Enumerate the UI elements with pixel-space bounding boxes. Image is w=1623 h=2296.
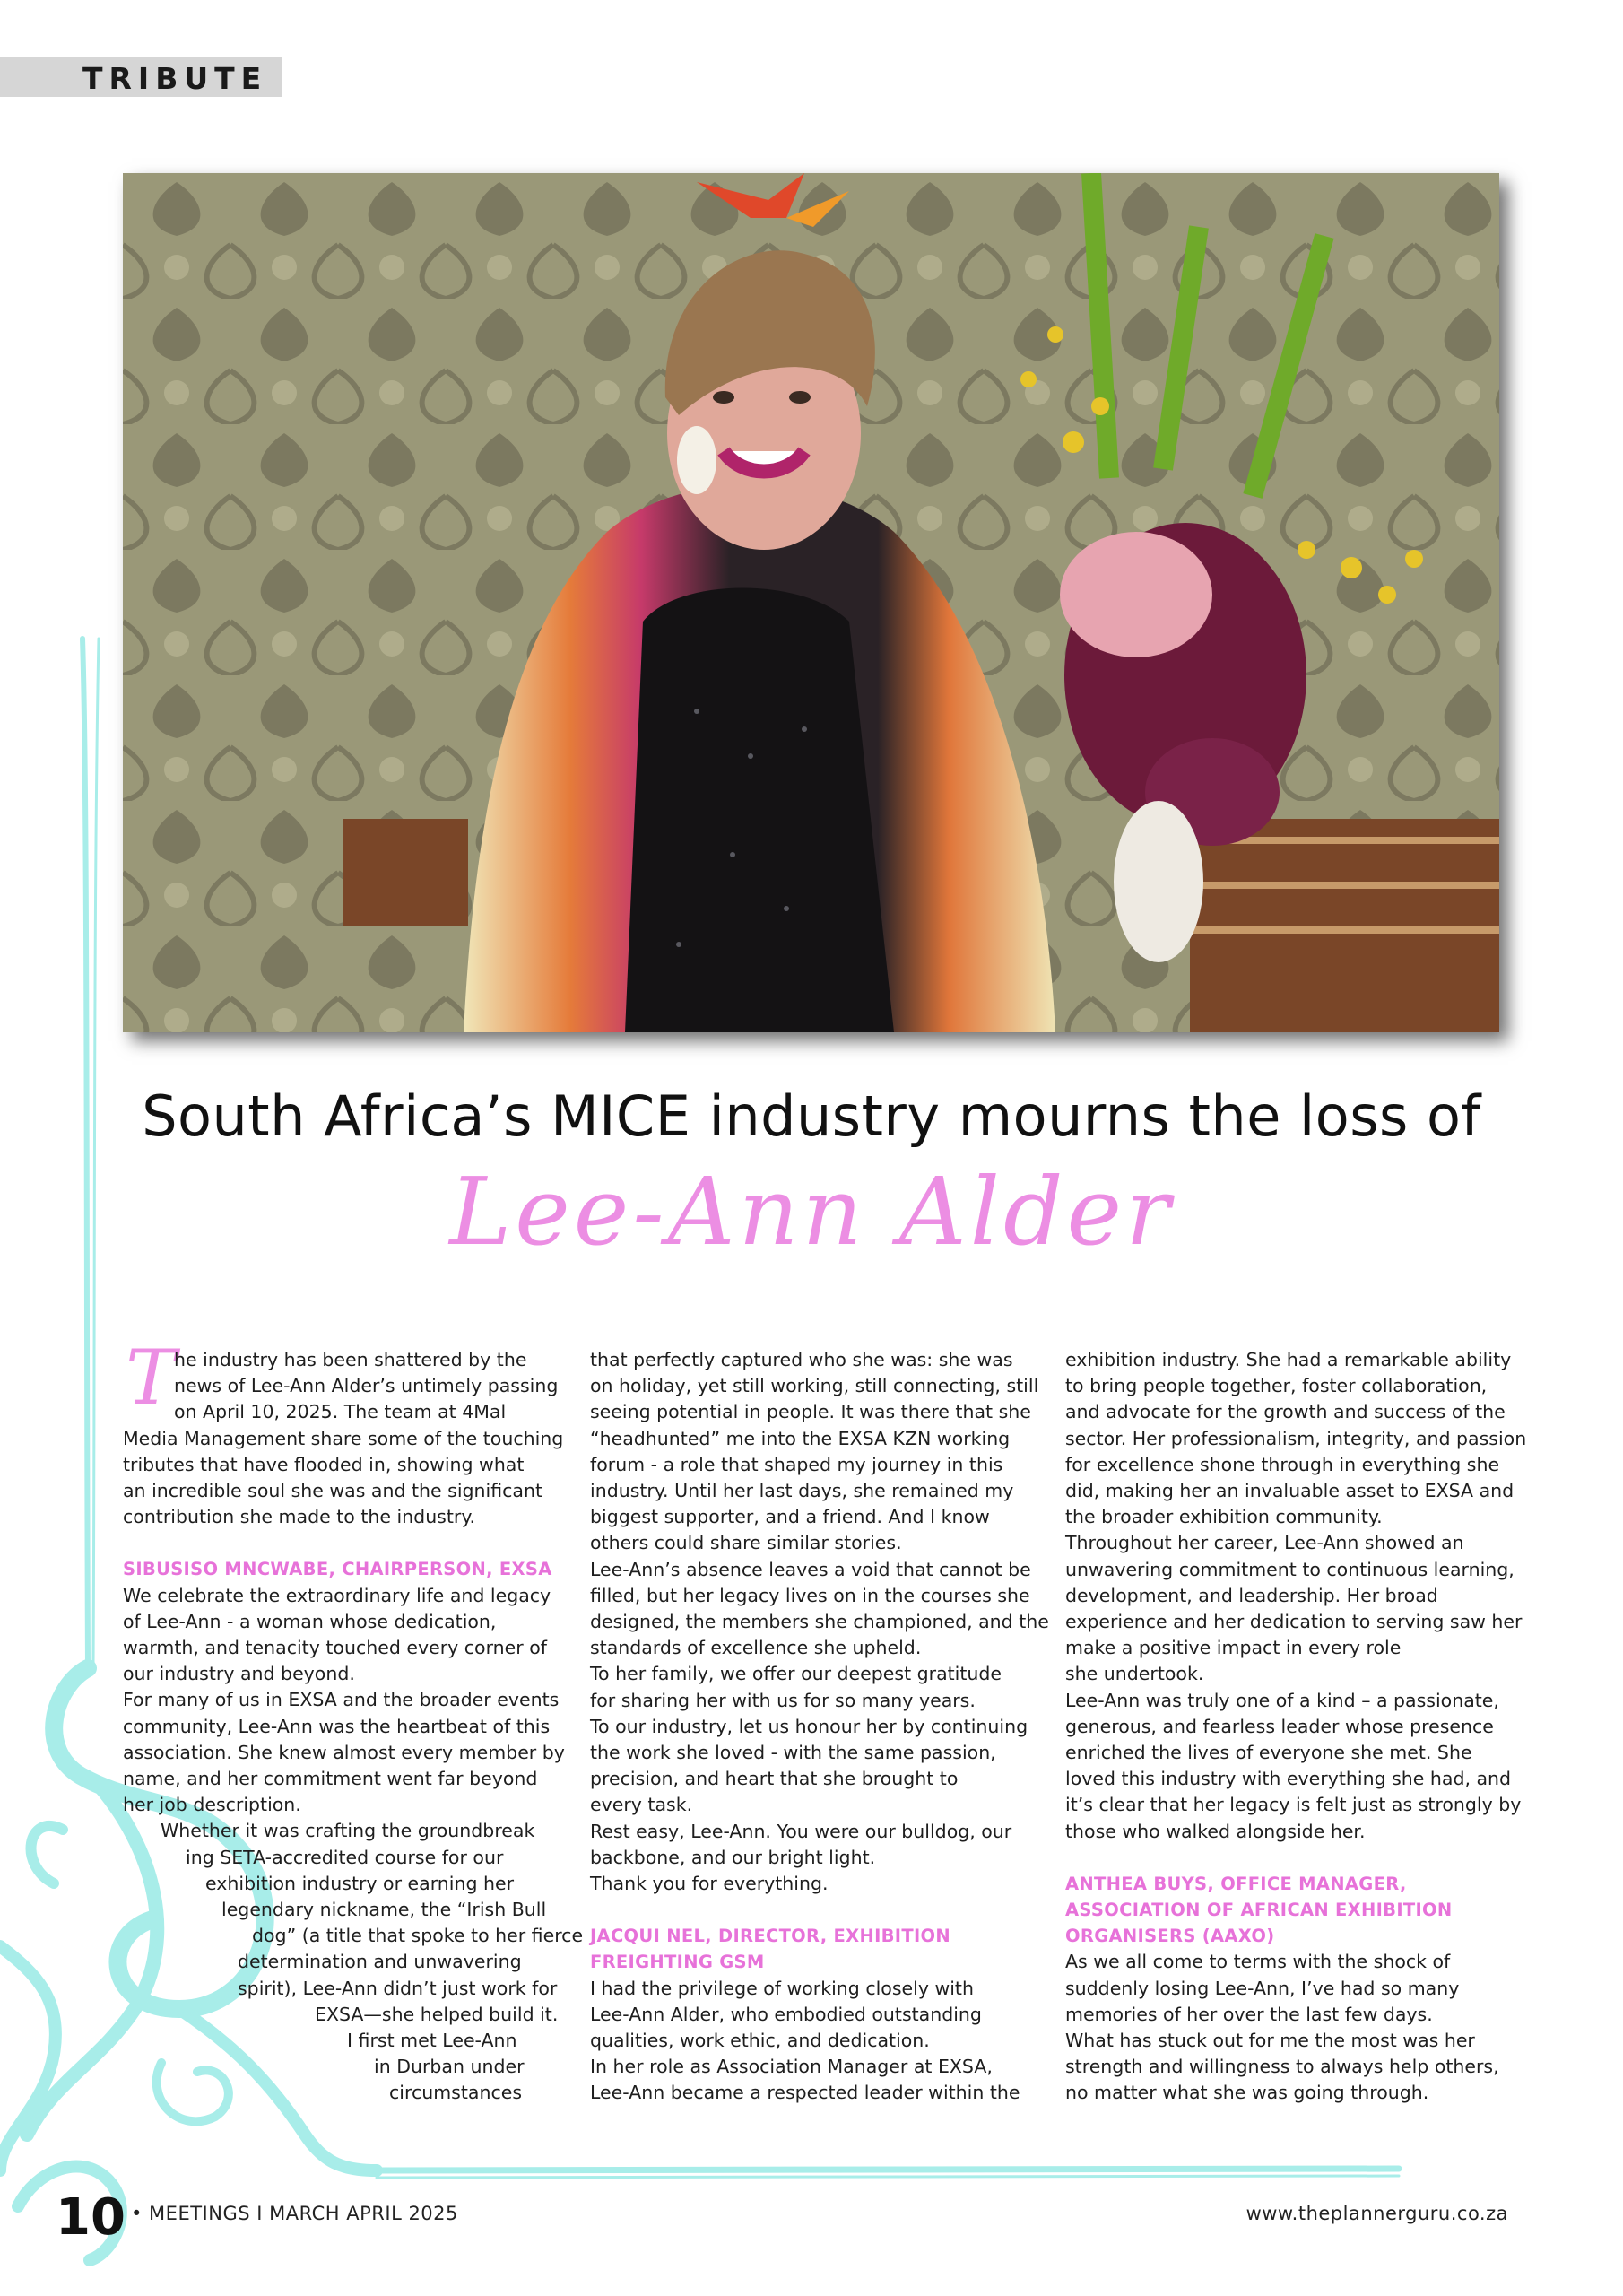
article-line: forum - a role that shaped my journey in this (590, 1453, 1003, 1475)
article-line: did, making her an invaluable asset to EXSA and (1065, 1480, 1515, 1502)
article-line: For many of us in EXSA and the broader events (123, 1689, 560, 1711)
section-label: TRIBUTE (82, 61, 268, 96)
article-column-2 (590, 1347, 1049, 2107)
contributor-heading: SIBUSISO MNCWABE, CHAIRPERSON, EXSA (123, 1559, 552, 1580)
page-number: 10 (56, 2188, 126, 2247)
article-line: that perfectly captured who she was: she was (590, 1349, 1013, 1370)
paragraph-gap (590, 1897, 1038, 1923)
article-line: association. She knew almost every member by (123, 1741, 565, 1763)
article-line: sector. Her professionalism, integrity, and passion (1065, 1427, 1527, 1449)
article-line: to bring people together, foster collaboration, (1065, 1375, 1488, 1397)
article-column-3 (1065, 1347, 1527, 2107)
article-line: exhibition industry. She had a remarkable ability (1065, 1349, 1512, 1370)
article-line: circumstances (389, 2082, 523, 2104)
article-line: community, Lee-Ann was the heartbeat of this (123, 1715, 551, 1737)
article-line: our industry and beyond. (123, 1663, 355, 1685)
contributor-heading: ASSOCIATION OF AFRICAN EXHIBITION (1065, 1900, 1453, 1921)
article-line: legendary nickname, the “Irish Bull (221, 1899, 547, 1921)
contributor-heading: FREIGHTING GSM (590, 1952, 765, 1973)
article-line: I first met Lee-Ann (347, 2030, 517, 2052)
paragraph-gap (123, 1530, 544, 1556)
article-line: experience and her dedication to serving saw her (1065, 1611, 1523, 1633)
article-line: suddenly losing Lee-Ann, I’ve had so many (1065, 1977, 1460, 1999)
article-line: As we all come to terms with the shock of (1065, 1951, 1451, 1973)
article-line: development, and leadership. Her broad (1065, 1584, 1438, 1606)
article-line: biggest supporter, and a friend. And I know (590, 1506, 990, 1528)
article-line: precision, and heart that she brought to (590, 1768, 959, 1790)
article-line: for excellence shone through in everything she (1065, 1453, 1500, 1475)
article-line: those who walked alongside her. (1065, 1820, 1366, 1842)
article-line: determination and unwavering (238, 1951, 522, 1973)
article-line: no matter what she was going through. (1065, 2082, 1429, 2104)
article-column-1 (123, 1347, 584, 2107)
article-line: To her family, we offer our deepest gratitude (590, 1663, 1002, 1685)
article-line: In her role as Association Manager at EXSA, (590, 2056, 993, 2078)
article-line: Thank you for everything. (590, 1873, 829, 1895)
contributor-heading: ANTHEA BUYS, OFFICE MANAGER, (1065, 1873, 1407, 1894)
article-line: Lee-Ann Alder, who embodied outstanding (590, 2003, 982, 2025)
article-line: warmth, and tenacity touched every corner of (123, 1637, 547, 1659)
article-line: on April 10, 2025. The team at 4Mal (174, 1401, 507, 1423)
article-line: “headhunted” me into the EXSA KZN working (590, 1427, 1011, 1449)
headline: South Africa’s MICE industry mourns the loss of (142, 1083, 1481, 1149)
article-line: Rest easy, Lee-Ann. You were our bulldog, our (590, 1820, 1012, 1842)
article-line: To our industry, let us honour her by continuing (590, 1715, 1028, 1737)
article-line: the work she loved - with the same passion, (590, 1742, 996, 1764)
article-line: standards of excellence she upheld. (590, 1637, 922, 1659)
article-line: name, and her commitment went far beyond (123, 1768, 538, 1790)
footer-url: www.theplannerguru.co.za (1245, 2203, 1508, 2224)
article-line: Throughout her career, Lee-Ann showed an (1065, 1532, 1464, 1554)
section-tab (0, 57, 282, 97)
article-line: and advocate for the growth and success of the (1065, 1401, 1506, 1423)
article-line: others could share similar stories. (590, 1532, 902, 1554)
article-line: spirit), Lee-Ann didn’t just work for (238, 1977, 558, 1999)
headline-name: Lee-Ann Alder (449, 1157, 1174, 1266)
article-line: the broader exhibition community. (1065, 1506, 1383, 1528)
article-line: strength and willingness to always help others, (1065, 2056, 1499, 2078)
article-line: unwavering commitment to continuous learning, (1065, 1558, 1515, 1580)
article-line: make a positive impact in every role (1065, 1637, 1402, 1659)
article-line: it’s clear that her legacy is felt just as strongly by (1065, 1794, 1522, 1816)
article-line: of Lee-Ann - a woman whose dedication, (123, 1610, 497, 1632)
article-line: memories of her over the last few days. (1065, 2003, 1433, 2025)
article-line: news of Lee-Ann Alder’s untimely passing (174, 1375, 559, 1397)
article-line: industry. Until her last days, she remained my (590, 1480, 1014, 1502)
article-line: We celebrate the extraordinary life and legacy (123, 1584, 551, 1606)
article-line: generous, and fearless leader whose presence (1065, 1715, 1494, 1737)
paragraph-gap (1065, 1845, 1514, 1871)
tribute-photo (123, 173, 1499, 1032)
article-line: seeing potential in people. It was there that she (590, 1401, 1031, 1423)
contributor-heading: ORGANISERS (AAXO) (1065, 1926, 1275, 1947)
article-line: her job description. (123, 1794, 301, 1816)
article-line: qualities, work ethic, and dedication. (590, 2030, 930, 2052)
article-line: he industry has been shattered by the (174, 1349, 527, 1370)
article-line: in Durban under (374, 2056, 525, 2078)
article-line: Lee-Ann became a respected leader within the (590, 2082, 1020, 2104)
article-line: Whether it was crafting the groundbreak (161, 1820, 535, 1842)
article-line: on holiday, yet still working, still connecting, still (590, 1375, 1039, 1397)
article-line: enriched the lives of everyone she met. She (1065, 1742, 1472, 1764)
article-line: for sharing her with us for so many years. (590, 1689, 976, 1711)
article-line: designed, the members she championed, and the (590, 1611, 1049, 1633)
article-line: contribution she made to the industry. (123, 1506, 476, 1528)
article-line: she undertook. (1065, 1663, 1204, 1685)
article-line: I had the privilege of working closely with (590, 1977, 974, 1999)
article-line: tributes that have flooded in, showing what (123, 1453, 525, 1475)
article-line: EXSA—she helped build it. (315, 2003, 559, 2025)
article-line: loved this industry with everything she had, and (1065, 1768, 1512, 1790)
article-line: What has stuck out for me the most was her (1065, 2030, 1475, 2052)
article-line: Media Management share some of the touching (123, 1427, 564, 1449)
footer-issue: • MEETINGS I MARCH APRIL 2025 (131, 2203, 458, 2224)
article-line: Lee-Ann was truly one of a kind – a passionate, (1065, 1689, 1499, 1711)
article-line: every task. (590, 1794, 693, 1816)
contributor-heading: JACQUI NEL, DIRECTOR, EXHIBITION (590, 1926, 951, 1947)
article-line: ing SETA-accredited course for our (186, 1846, 504, 1868)
article-line: filled, but her legacy lives on in the courses she (590, 1584, 1030, 1606)
article-line: dog” (a title that spoke to her fierce (252, 1925, 584, 1947)
article-line: exhibition industry or earning her (205, 1872, 515, 1894)
drop-cap: T (126, 1334, 177, 1422)
article-line: Lee-Ann’s absence leaves a void that cannot be (590, 1558, 1031, 1580)
article-line: an incredible soul she was and the significant (123, 1480, 543, 1502)
article-line: backbone, and our bright light. (590, 1846, 876, 1868)
